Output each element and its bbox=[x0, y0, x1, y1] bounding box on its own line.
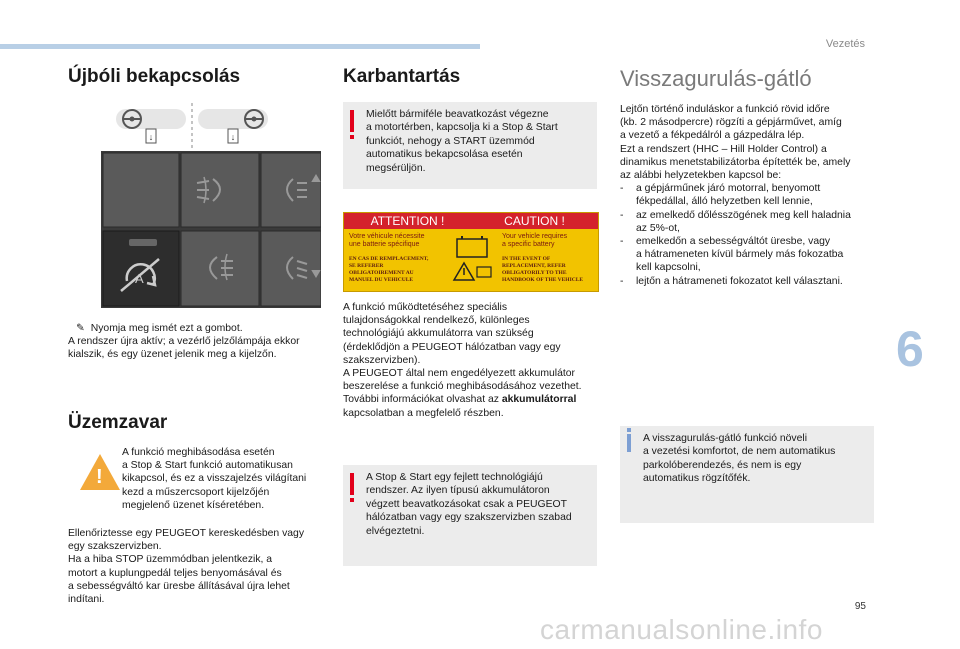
link-battery[interactable]: akkumulátorral bbox=[501, 394, 577, 406]
svg-text:A: A bbox=[135, 271, 144, 286]
steering-wheel-pictograms bbox=[112, 103, 272, 149]
battery-warning-label bbox=[343, 212, 599, 292]
dashboard-switch-panel bbox=[101, 151, 321, 308]
reactivation-text: ✎ Nyomja meg ismét ezt a gombot. A rendszer újra aktív; a vezérlő jelzőlámpája ekkor kialszik, és egy üzenet jelenik meg a kijelzőn. bbox=[68, 322, 300, 361]
page-number: 95 bbox=[854, 601, 866, 612]
malfunction-advice: Ellenőriztesse egy PEUGEOT kereskedésben vagy egy szakszervizben. Ha a hiba STOP üzemmódban jelentkezik, a motort a kuplungpedál teljes benyomásával és a sebességváltó kar üresbe állításával újra lehet indítani. bbox=[68, 528, 305, 606]
info-icon bbox=[627, 434, 631, 452]
info-box-hill-holder: A visszagurulás-gátló funkció növeli a vezetési komfortot, de nem automatikus parkolóberendezés, és nem is egy automatikus rögzítőfék. bbox=[620, 426, 874, 523]
section-title-hill-holder: Visszagurulás-gátló bbox=[620, 66, 812, 91]
label-attention: ATTENTION ! bbox=[344, 213, 471, 229]
maintenance-text: A funkció működtetéséhez speciális tulajdonságokkal rendelkező, különleges technológiájú akkumulátorra van szükség (érdeklődjön a PEUGEOT hálózatban vagy egy szakszervizben). A PEUGEOT által nem engedélyezett akkumulátor beszerelése a funkció meghibásodásához vezethet. További információkat olvashat az akkumulátorral kapcsolatban a megfelelő részben. bbox=[343, 302, 582, 419]
label-en-bottom: IN THE EVENT OF REPLACEMENT, REFER OBLIGATORILY TO THE HANDBOOK OF THE VEHICLE bbox=[502, 256, 584, 283]
warning-icon bbox=[350, 110, 354, 132]
section-title-reactivation: Újbóli bekapcsolás bbox=[68, 66, 241, 87]
warning-box-stop-start: A Stop & Start egy fejlett technológiájú rendszer. Az ilyen típusú akkumulátoron végzett beavatkozásokat csak a PEUGEOT hálózatban vagy egy szakszervizben szabad elvégeztetni. bbox=[343, 465, 597, 566]
warning-icon bbox=[350, 473, 354, 495]
battery-symbol-icon bbox=[450, 235, 494, 285]
malfunction-text: A funkció meghibásodása esetén a Stop & Start funkció automatikusan kikapcsol, és ez a visszajelzés világítani kezd a műszercsoport kijelzőjén megjelenő üzenet kíséretében. bbox=[122, 447, 307, 511]
warning-box-maintenance: Mielőtt bármiféle beavatkozást végezne a motortérben, kapcsolja ki a Stop & Start funkciót, nehogy a START üzemmód automatikus bekapcsolása esetén megsérüljön. bbox=[343, 102, 597, 189]
svg-text:↓: ↓ bbox=[230, 132, 236, 142]
chapter-number: 6 bbox=[896, 321, 924, 377]
label-fr-bottom: EN CAS DE REMPLACEMENT, SE REFERER OBLIGATOIREMENT AU MANUEL DU VEHICULE bbox=[349, 256, 429, 283]
exclamation-mark: ! bbox=[96, 466, 103, 488]
list-item: - az emelkedő dőlésszögének meg kell haladnia az 5%-ot, bbox=[620, 209, 880, 235]
hill-holder-intro: Lejtőn történő induláskor a funkció rövid időre (kb. 2 másodpercre) rögzíti a gépjárművet, amíg a vezető a fékpedálról a gázpedálra lép. Ezt a rendszert (HHC – Hill Holder Control) a dinamikus menetstabilizátorba építették be, amely az alábbi helyzetekben kapcsol be: - a gépjárműnek járó motorral, benyomott fékpedállal, álló helyzetben kell lennie, - az emelkedő dőlésszögének meg kell haladnia az 5%-ot, - emelkedőn a sebességváltót üresbe, vagy a hátrameneten kívül bármely más fokozatba kell kapcsolni, - lejtőn a hátrameneti fokozatot kell választani. bbox=[620, 103, 880, 288]
section-title-maintenance: Karbantartás bbox=[343, 66, 461, 87]
conditions-list bbox=[620, 182, 880, 288]
label-en-top: Your vehicle requires a specific battery bbox=[502, 233, 568, 248]
svg-text:↓: ↓ bbox=[148, 132, 154, 142]
list-item: - emelkedőn a sebességváltót üresbe, vagy a hátrameneten kívül bármely más fokozatba kell kapcsolni, bbox=[620, 235, 880, 275]
label-caution: CAUTION ! bbox=[471, 213, 598, 229]
header-bar bbox=[0, 44, 480, 49]
list-item: - a gépjárműnek járó motorral, benyomott fékpedállal, álló helyzetben kell lennie, bbox=[620, 182, 880, 208]
section-header: Vezetés bbox=[825, 38, 865, 50]
watermark: carmanualsonline.info bbox=[540, 614, 823, 645]
label-fr-top: Votre véhicule nécessite une batterie spécifique bbox=[349, 233, 425, 248]
list-item: - lejtőn a hátrameneti fokozatot kell választani. bbox=[620, 275, 880, 288]
section-title-malfunction: Üzemzavar bbox=[68, 412, 168, 433]
